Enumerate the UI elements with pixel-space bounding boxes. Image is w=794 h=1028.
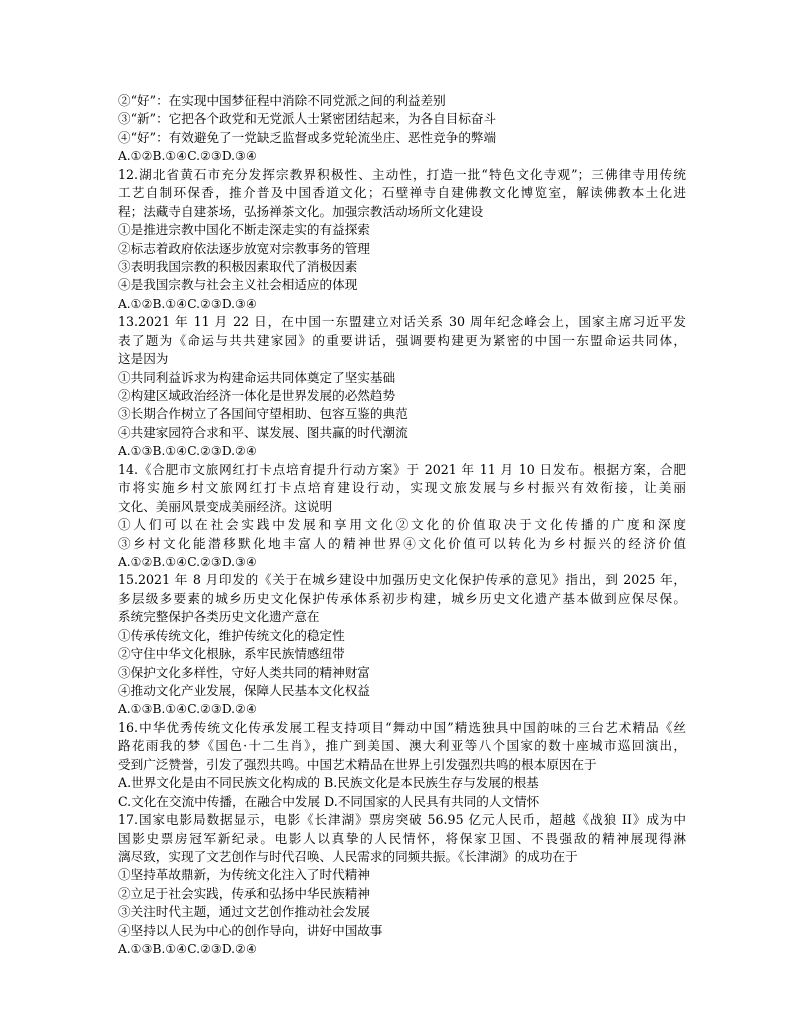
document-page (118, 92, 686, 959)
text-line: ①人们可以在社会实践中发展和享用文化②文化的价值取决于文化传播的广度和深度 (118, 517, 686, 533)
text-line: ①传承传统文化，维护传统文化的稳定性 (118, 627, 345, 643)
text-line: 漓尽致，实现了文艺创作与时代召唤、人民需求的同频共振。《长津湖》的成功在于 (118, 848, 578, 864)
text-line: 12.湖北省黄石市充分发挥宗教界积极性、主动性，打造一批“特色文化寺观”；三佛律寺用传统 (118, 166, 686, 182)
text-line: ③表明我国宗教的积极因素取代了消极因素 (118, 258, 358, 274)
text-line: ③长期合作树立了各国间守望相助、包容互鉴的典范 (118, 406, 408, 422)
text-line: A.①②B.①④C.②③D.③④ (118, 149, 257, 164)
text-line: 路花雨我的梦《国色·十二生肖》，推广到美国、澳大利亚等八个国家的数十座城市巡回演出， (118, 738, 686, 754)
text-line: 系统完整保护各类历史文化遗产意在 (118, 609, 320, 625)
text-line: 市将实施乡村文旅网红打卡点培育建设行动，实现文旅发展与乡村振兴有效衔接，让美丽 (118, 480, 686, 496)
text-line: 16.中华优秀传统文化传承发展工程支持项目“舞动中国”精选独具中国韵味的三台艺术精品《丝 (118, 719, 686, 735)
text-line: 工艺自制环保香，推介普及中国香道文化；石壁禅寺自建佛教文化博览室，解读佛教本土化进 (118, 185, 686, 201)
text-line: C.文化在交流中传播，在融合中发展 D.不同国家的人民具有共同的人文情怀 (118, 793, 540, 809)
text-line: 17.国家电影局数据显示，电影《长津湖》票房突破 56.95 亿元人民币，超越《战狼 II》成为中 (118, 812, 686, 828)
text-line: ③“新”：它把各个政党和无党派人士紧密团结起来，为各自目标奋斗 (118, 111, 497, 127)
text-line: ①是推进宗教中国化不断走深走实的有益探索 (118, 222, 370, 238)
text-line: 13.2021 年 11 月 22 日，在中国一东盟建立对话关系 30 周年纪念峰会上，国家主席习近平发 (118, 314, 686, 330)
text-line: 国影史票房冠军新纪录。电影人以真挚的人民情怀，将保家卫国、不畏强敌的精神展现得淋 (118, 830, 686, 846)
text-line: ③乡村文化能潜移默化地丰富人的精神世界④文化价值可以转化为乡村振兴的经济价值 (118, 535, 686, 551)
text-line: A.①②B.①④C.②③D.③④ (118, 554, 257, 569)
text-line: ②守住中华文化根脉，系牢民族情感纽带 (118, 646, 345, 662)
text-line: ②立足于社会实践，传承和弘扬中华民族精神 (118, 885, 370, 901)
text-line: ④坚持以人民为中心的创作导向，讲好中国故事 (118, 922, 383, 938)
text-line: A.①②B.①④C.②③D.③④ (118, 296, 257, 311)
text-line: A.①③B.①④C.②③D.②④ (118, 444, 257, 459)
text-line: 这是因为 (118, 351, 169, 367)
text-line: ②“好”：在实现中国梦征程中消除不同党派之间的利益差别 (118, 93, 446, 108)
text-line: 文化、美丽风景变成美丽经济。这说明 (118, 498, 333, 514)
text-line: 14.《合肥市文旅网红打卡点培育提升行动方案》于 2021 年 11 月 10 日发布。根据方案，合肥 (118, 461, 686, 477)
text-line: ①坚持革故鼎新，为传统文化注入了时代精神 (118, 867, 370, 883)
text-line: ④推动文化产业发展，保障人民基本文化权益 (118, 683, 370, 698)
text-line: ③关注时代主题，通过文艺创作推动社会发展 (118, 904, 370, 920)
text-line: 多层级多要素的城乡历史文化保护传承体系初步构建，城乡历史文化遗产基本做到应保尽保。 (118, 590, 686, 606)
text-line: ④是我国宗教与社会主义社会相适应的体现 (118, 277, 358, 293)
text-line: ④“好”：有效避免了一党缺乏监督或多党轮流坐庄、恶性竞争的弊端 (118, 129, 497, 145)
text-line: ④共建家园符合求和平、谋发展、图共赢的时代潮流 (118, 424, 408, 440)
text-line: 15.2021 年 8 月印发的《关于在城乡建设中加强历史文化保护传承的意见》指出，到 2025 年， (118, 572, 686, 588)
text-line: A.①③B.①④C.②③D.②④ (118, 702, 257, 717)
text-line: A.世界文化是由不同民族文化构成的 B.民族文化是本民族生存与发展的根基 (118, 775, 539, 791)
text-line: ①共同利益诉求为构建命运共同体奠定了坚实基础 (118, 369, 396, 385)
text-line: ②构建区域政治经济一体化是世界发展的必然趋势 (118, 388, 396, 403)
text-line: ②标志着政府依法逐步放宽对宗教事务的管理 (118, 240, 370, 256)
text-line: 表了题为《命运与共共建家园》的重要讲话，强调要构建更为紧密的中国一东盟命运共同体， (118, 332, 686, 348)
text-line: ③保护文化多样性，守好人类共同的精神财富 (118, 664, 370, 680)
text-line: 受到广泛赞誉，引发了强烈共鸣。中国艺术精品在世界上引发强烈共鸣的根本原因在于 (118, 756, 597, 772)
text-line: 程；法藏寺自建茶场，弘扬禅茶文化。加强宗教活动场所文化建设 (118, 203, 484, 219)
text-line: A.①③B.①④C.②③D.②④ (118, 942, 257, 957)
